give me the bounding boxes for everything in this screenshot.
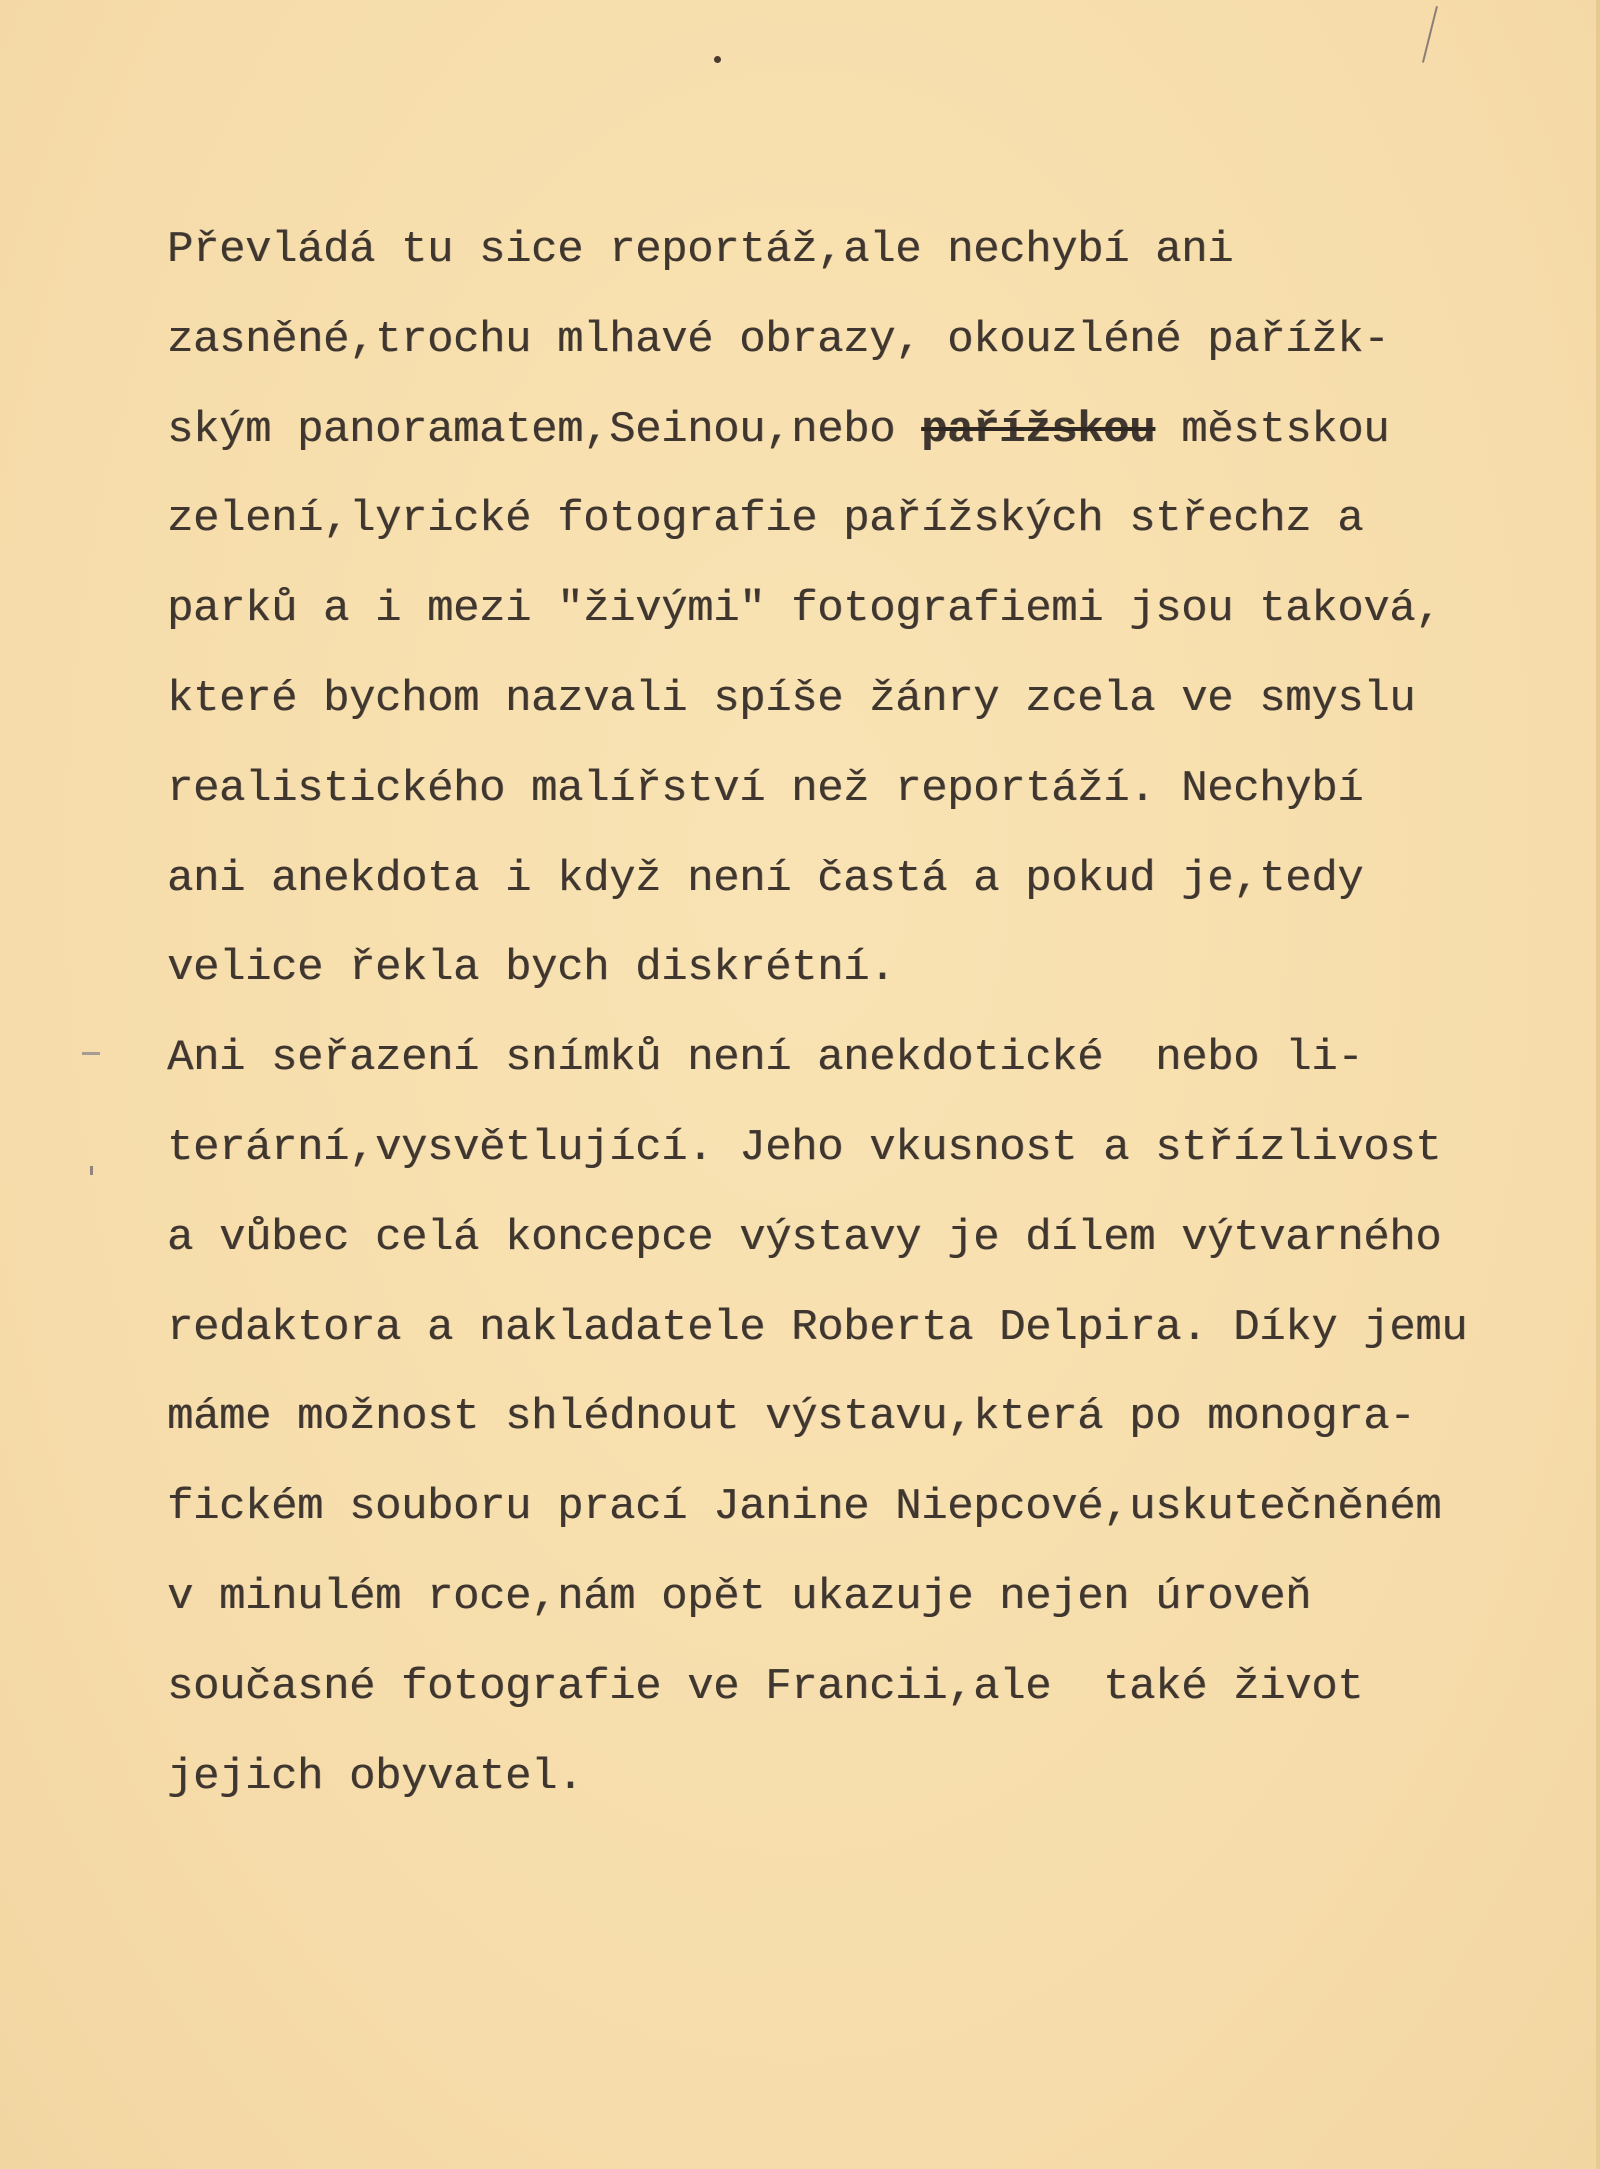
- text-line-15: fickém souboru prací Janine Niepcové,uskutečněném: [167, 1482, 1442, 1533]
- struck-out-word: pařížskou: [921, 404, 1156, 455]
- text-line-3-before: ským panoramatem,Seinou,nebo: [167, 404, 922, 455]
- top-ink-dot: [714, 56, 721, 63]
- text-line-6: které bychom nazvali spíše žánry zcela ve smyslu: [167, 673, 1416, 724]
- text-line-2: zasněné,trochu mlhavé obrazy, okouzléné pařížk-: [167, 314, 1390, 365]
- text-line-11: terární,vysvětlující. Jeho vkusnost a střízlivost: [167, 1122, 1442, 1173]
- text-line-1: Převládá tu sice reportáž,ale nechybí ani: [167, 225, 1234, 275]
- text-line-12: a vůbec celá koncepce výstavy je dílem výtvarného: [167, 1212, 1442, 1263]
- paper-edge-shadow: [1596, 0, 1600, 2169]
- text-line-5: parků a i mezi "živými" fotografiemi jsou taková,: [167, 584, 1442, 635]
- text-line-18: jejich obyvatel.: [167, 1751, 584, 1802]
- text-line-14: máme možnost shlédnout výstavu,která po monogra-: [167, 1392, 1416, 1443]
- text-line-9: velice řekla bych diskrétní.: [167, 943, 896, 994]
- text-line-10: Ani seřazení snímků není anekdotické nebo li-: [167, 1033, 1364, 1084]
- text-line-3: [167, 386, 1567, 476]
- text-line-8: ani anekdota i když není častá a pokud je,tedy: [167, 853, 1364, 904]
- margin-mark-dash: [82, 1052, 100, 1055]
- text-line-17: současné fotografie ve Francii,ale také život: [167, 1661, 1364, 1712]
- text-line-13: redaktora a nakladatele Roberta Delpira. Díky jemu: [167, 1302, 1468, 1353]
- text-line-4: zelení,lyrické fotografie pařížských střechz a: [167, 494, 1364, 545]
- text-line-16: v minulém roce,nám opět ukazuje nejen úroveň: [167, 1571, 1312, 1622]
- text-line-3-after: městskou: [1155, 404, 1390, 455]
- text-line-7: realistického malířství než reportáží. Nechybí: [167, 763, 1364, 814]
- typewritten-text: [167, 206, 1567, 1822]
- corner-pencil-stroke: [1422, 6, 1438, 63]
- margin-mark-dot: [90, 1166, 93, 1175]
